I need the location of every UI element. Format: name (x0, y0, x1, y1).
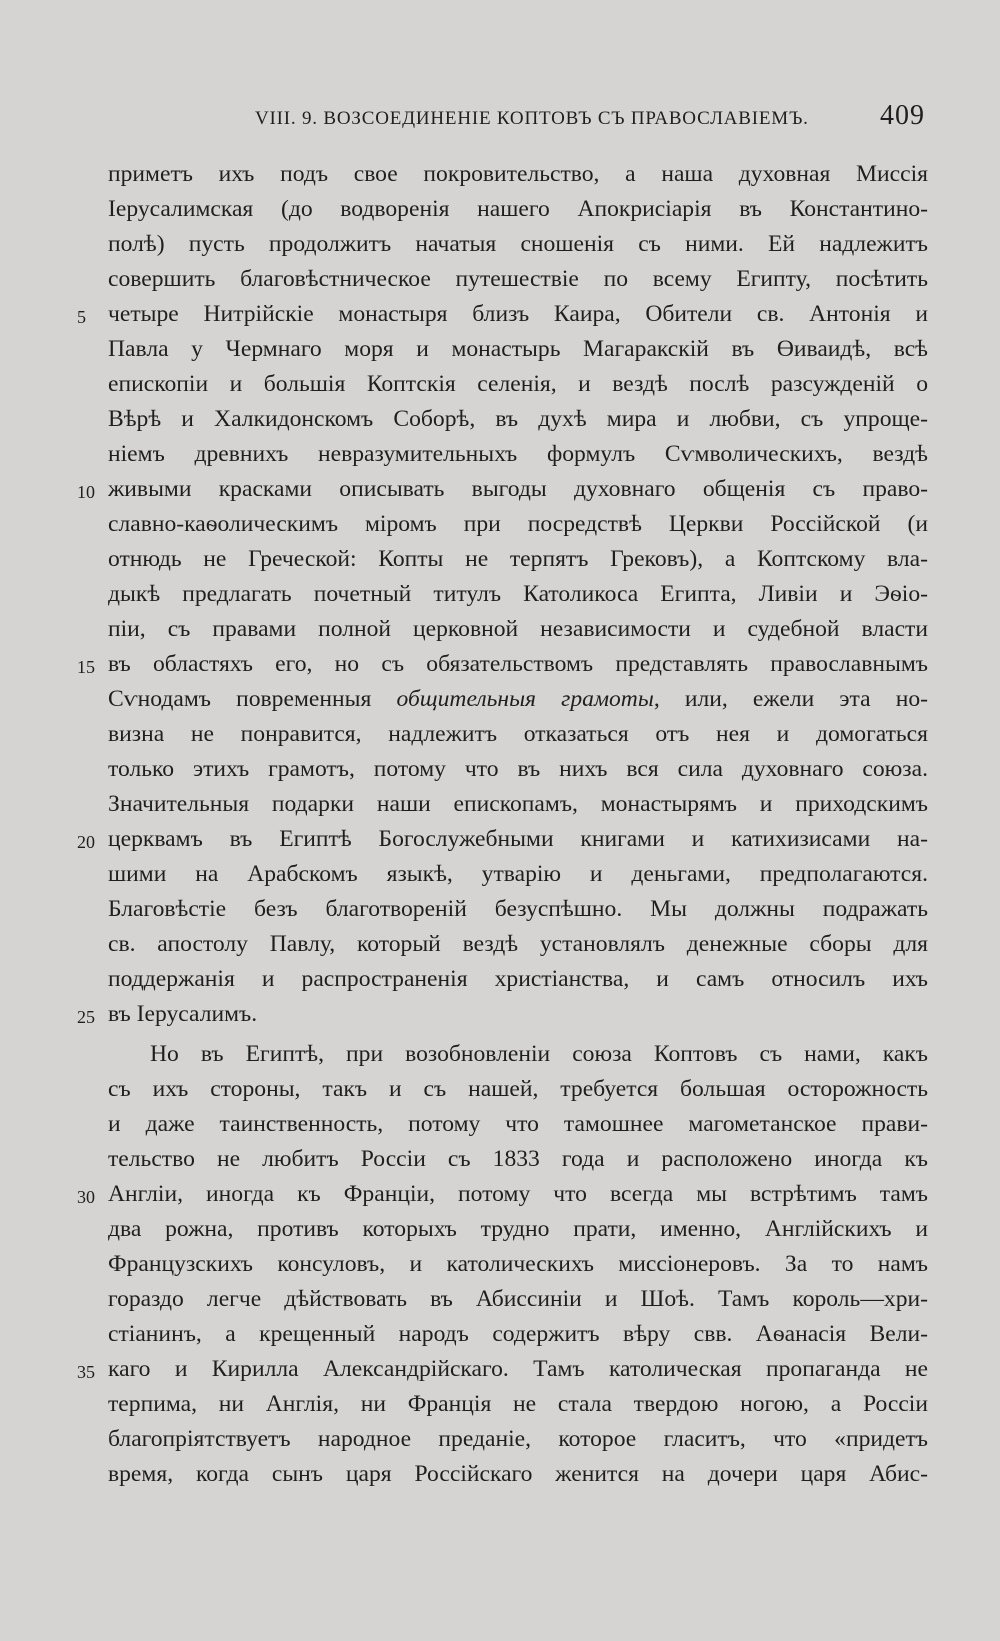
text-line: благопріятствуетъ народное преданіе, которое гласитъ, что «придетъ (108, 1426, 928, 1452)
text-line: визна не понравится, надлежитъ отказаться отъ нея и домогаться (108, 721, 928, 747)
text-line: шими на Арабскомъ языкѣ, утварію и деньгами, предполагаются. (108, 861, 928, 887)
text-line: св. апостолу Павлу, который вездѣ установлялъ денежные сборы для (108, 931, 928, 957)
line-number: 20 (77, 832, 95, 852)
text-line: ніемъ древнихъ невразумительныхъ формулъ Сѵмволическихъ, вездѣ (108, 441, 928, 467)
text-line: два рожна, противъ которыхъ трудно прати, именно, Англійскихъ и (108, 1216, 928, 1242)
paragraph-first-line: Но въ Египтѣ, при возобновленіи союза Коптовъ съ нами, какъ (150, 1041, 928, 1067)
text-line: только этихъ грамотъ, потому что въ нихъ вся сила духовнаго союза. (108, 756, 928, 782)
text-line: гораздо легче дѣйствовать въ Абиссиніи и Шоѣ. Тамъ король—хри- (108, 1286, 928, 1312)
text-line: съ ихъ стороны, такъ и съ нашей, требуется большая осторожность (108, 1076, 928, 1102)
text-line: терпима, ни Англія, ни Франція не стала твердою ногою, а Россіи (108, 1391, 928, 1417)
text-line: поддержанія и распространенія христіанства, и самъ относилъ ихъ (108, 966, 928, 992)
text-line: и даже таинственность, потому что тамошнее магометанское прави- (108, 1111, 928, 1137)
text-line: Павла у Чермнаго моря и монастырь Магаракскій въ Өиваидѣ, всѣ (108, 336, 928, 362)
line-number: 25 (77, 1007, 95, 1027)
text-line: тельство не любитъ Россіи съ 1833 года и расположено иногда къ (108, 1146, 928, 1172)
text-segment: Сѵнодамъ повременныя (108, 686, 397, 712)
text-line: отнюдь не Греческой: Копты не терпятъ Грековъ), а Коптскому вла- (108, 546, 928, 572)
text-line: время, когда сынъ царя Россійскаго женится на дочери царя Абис- (108, 1461, 928, 1487)
text-line (108, 681, 928, 717)
text-line: совершить благовѣстническое путешествіе по всему Египту, посѣтить (108, 266, 928, 292)
page-header (0, 96, 1000, 136)
running-head: VIII. 9. ВОЗСОЕДИНЕНІЕ КОПТОВЪ СЪ ПРАВОСЛАВІЕМЪ. (255, 108, 809, 129)
text-line: Англіи, иногда къ Франціи, потому что всегда мы встрѣтимъ тамъ (108, 1181, 928, 1207)
text-line: Благовѣстіе безъ благотвореній безуспѣшно. Мы должны подражать (108, 896, 928, 922)
text-line: Іерусалимская (до водворенія нашего Апокрисіарія въ Константино- (108, 196, 928, 222)
text-line: дыкѣ предлагать почетный титулъ Католикоса Египта, Ливіи и Эѳіо- (108, 581, 928, 607)
text-segment: , или, ежели эта но- (653, 686, 928, 712)
text-line: Вѣрѣ и Халкидонскомъ Соборѣ, въ духѣ мира и любви, съ упроще- (108, 406, 928, 432)
line-number: 5 (77, 307, 86, 327)
line-number: 30 (77, 1187, 95, 1207)
text-line: епископіи и большія Коптскія селенія, и вездѣ послѣ разсужденій о (108, 371, 928, 397)
text-line: церквамъ въ Египтѣ Богослужебными книгами и катихизисами на- (108, 826, 928, 852)
text-line: піи, съ правами полной церковной независимости и судебной власти (108, 616, 928, 642)
text-line: каго и Кирилла Александрійскаго. Тамъ католическая пропаганда не (108, 1356, 928, 1382)
text-line: приметъ ихъ подъ свое покровительство, а наша духовная Миссія (108, 161, 928, 187)
text-line: славно-каѳолическимъ міромъ при посредствѣ Церкви Россійской (и (108, 511, 928, 537)
line-number: 10 (77, 482, 95, 502)
text-line: полѣ) пусть продолжитъ начатыя сношенія съ ними. Ей надлежитъ (108, 231, 928, 257)
line-number: 15 (77, 657, 95, 677)
text-line: Французскихъ консуловъ, и католическихъ миссіонеровъ. За то намъ (108, 1251, 928, 1277)
italic-phrase: общительныя грамоты (396, 686, 654, 712)
text-line: Значительныя подарки наши епископамъ, монастырямъ и приходскимъ (108, 791, 928, 817)
page-number: 409 (880, 100, 925, 131)
text-line: живыми красками описывать выгоды духовнаго общенія съ право- (108, 476, 928, 502)
text-line: въ областяхъ его, но съ обязательствомъ представлять православнымъ (108, 651, 928, 677)
text-line: въ Іерусалимъ. (108, 1001, 258, 1027)
text-line: четыре Нитрійскіе монастыря близъ Каира, Обители св. Антонія и (108, 301, 928, 327)
line-number: 35 (77, 1362, 95, 1382)
text-line: стіанинъ, а крещенный народъ содержитъ вѣру свв. Аѳанасія Вели- (108, 1321, 928, 1347)
